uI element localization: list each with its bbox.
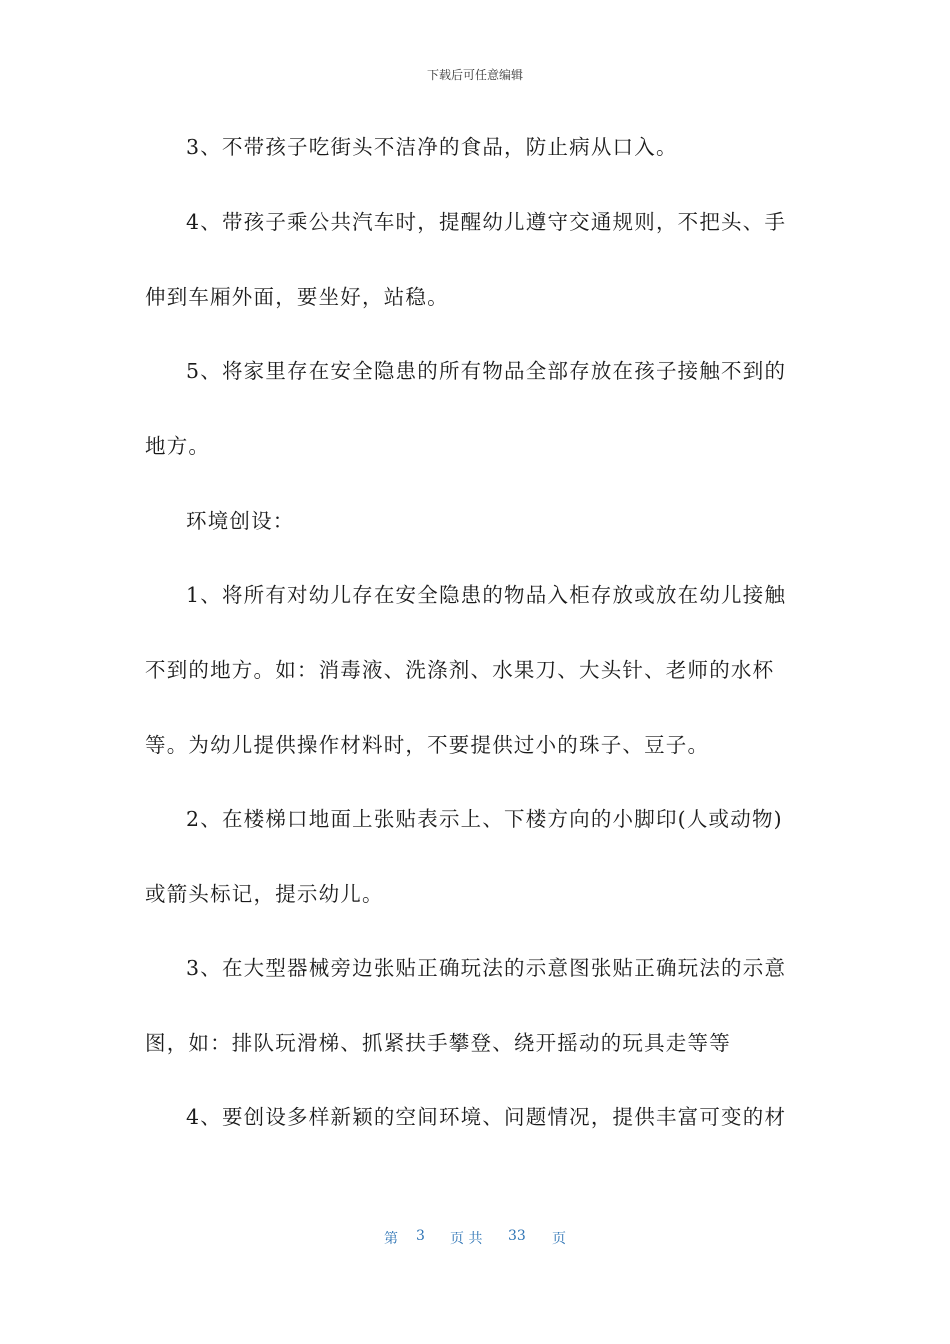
paragraph-line: 2、在楼梯口地面上张贴表示上、下楼方向的小脚印(人或动物) <box>186 807 783 831</box>
footer-label-page: 第 <box>384 1231 398 1247</box>
footer-label-pages: 页 <box>552 1231 566 1247</box>
footer-label-of: 页 共 <box>450 1231 483 1247</box>
paragraph-line: 4、带孩子乘公共汽车时，提醒幼儿遵守交通规则，不把头、手 <box>186 210 787 234</box>
footer-total-pages: 33 <box>508 1228 526 1244</box>
paragraph-line: 不到的地方。如：消毒液、洗涤剂、水果刀、大头针、老师的水杯 <box>145 658 775 682</box>
paragraph-line: 3、不带孩子吃街头不洁净的食品，防止病从口入。 <box>186 135 678 159</box>
paragraph-line: 5、将家里存在安全隐患的所有物品全部存放在孩子接触不到的 <box>186 359 787 383</box>
paragraph-line: 等。为幼儿提供操作材料时，不要提供过小的珠子、豆子。 <box>145 733 710 757</box>
footer-current-page: 3 <box>416 1228 425 1244</box>
paragraph-line: 4、要创设多样新颖的空间环境、问题情况，提供丰富可变的材 <box>186 1105 787 1129</box>
section-heading: 环境创设： <box>186 509 295 533</box>
paragraph-line: 伸到车厢外面，要坐好，站稳。 <box>145 285 449 309</box>
paragraph-line: 1、将所有对幼儿存在安全隐患的物品入柜存放或放在幼儿接触 <box>186 583 787 607</box>
paragraph-line: 3、在大型器械旁边张贴正确玩法的示意图张贴正确玩法的示意 <box>186 956 787 980</box>
page-header: 下载后可任意编辑 <box>426 68 523 82</box>
paragraph-line: 图，如：排队玩滑梯、抓紧扶手攀登、绕开摇动的玩具走等等 <box>145 1031 731 1055</box>
paragraph-line: 地方。 <box>145 434 211 458</box>
paragraph-line: 或箭头标记，提示幼儿。 <box>145 882 384 906</box>
